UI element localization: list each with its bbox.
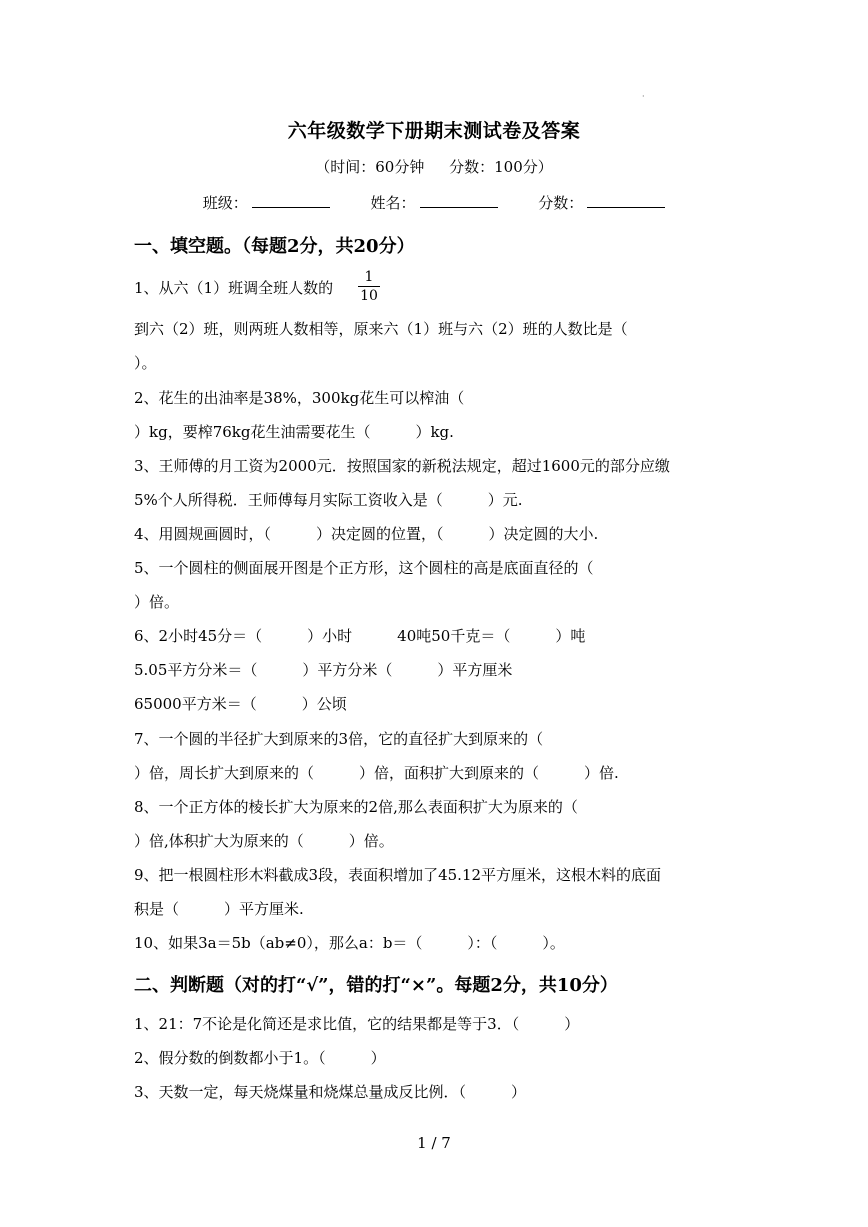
time-label: （时间：60分钟 bbox=[315, 158, 425, 176]
name-blank[interactable] bbox=[420, 193, 498, 208]
name-field: 姓名： bbox=[370, 192, 497, 213]
student-info-row bbox=[0, 192, 868, 213]
page-number: 1 / 7 bbox=[417, 1134, 451, 1152]
question-line: 积是（ ）平方厘米. bbox=[134, 900, 304, 918]
question-line: 9、把一根圆柱形木料截成3段，表面积增加了45.12平方厘米，这根木料的底面 bbox=[134, 866, 662, 884]
question-line: 5.05平方分米＝（ ）平方分米（ ）平方厘米 bbox=[134, 661, 513, 679]
question-line: 10、如果3a＝5b（ab≠0），那么a：b＝（ ）：（ ）。 bbox=[134, 934, 565, 952]
question-line: 到六（2）班，则两班人数相等，原来六（1）班与六（2）班的人数比是（ bbox=[134, 320, 628, 338]
question-line: 2、花生的出油率是38%，300kg花生可以榨油（ bbox=[134, 389, 465, 407]
score-total-label: 分数：100分） bbox=[449, 158, 553, 176]
question-line: ）。 bbox=[134, 354, 157, 372]
fraction-denominator: 10 bbox=[360, 288, 378, 304]
section1-heading: 一、填空题。（每题2分，共20分） bbox=[134, 236, 415, 257]
question-line: 5%个人所得税．王师傅每月实际工资收入是（ ）元. bbox=[134, 491, 523, 509]
question-line: 3、王师傅的月工资为2000元．按照国家的新税法规定，超过1600元的部分应缴 bbox=[134, 457, 670, 475]
question-line: 5、一个圆柱的侧面展开图是个正方形，这个圆柱的高是底面直径的（ bbox=[134, 559, 594, 577]
question-line: ）倍。 bbox=[134, 593, 180, 611]
section2-heading: 二、判断题（对的打“√”，错的打“×”。每题2分，共10分） bbox=[134, 975, 618, 996]
question-line: ）倍，周长扩大到原来的（ ）倍，面积扩大到原来的（ ）倍. bbox=[134, 764, 619, 782]
question-line: ）kg，要榨76kg花生油需要花生（ ）kg. bbox=[134, 423, 454, 441]
score-blank[interactable] bbox=[587, 193, 665, 208]
question-line: 8、一个正方体的棱长扩大为原来的2倍,那么表面积扩大为原来的（ bbox=[134, 798, 578, 816]
fraction-numerator: 1 bbox=[358, 268, 380, 287]
decorative-dot: · bbox=[642, 92, 645, 101]
question-line: ）倍,体积扩大为原来的（ ）倍。 bbox=[134, 832, 394, 850]
class-field: 班级： bbox=[203, 192, 330, 213]
question-line: 2、假分数的倒数都小于1。（ ） bbox=[134, 1049, 386, 1067]
question-line: 1、从六（1）班调全班人数的 bbox=[134, 279, 334, 297]
fraction bbox=[358, 268, 380, 305]
question-line: 6、2小时45分＝（ ）小时 40吨50千克＝（ ）吨 bbox=[134, 627, 586, 645]
question-line: 1、21：7不论是化简还是求比值，它的结果都是等于3．（ ） bbox=[134, 1015, 580, 1033]
question-line: 4、用圆规画圆时，（ ）决定圆的位置，（ ）决定圆的大小. bbox=[134, 525, 599, 543]
question-line: 7、一个圆的半径扩大到原来的3倍，它的直径扩大到原来的（ bbox=[134, 730, 544, 748]
question-line: 3、天数一定，每天烧煤量和烧煤总量成反比例．（ ） bbox=[134, 1083, 527, 1101]
page-title: 六年级数学下册期末测试卷及答案 bbox=[287, 120, 581, 142]
class-blank[interactable] bbox=[252, 193, 330, 208]
exam-subtitle bbox=[0, 156, 868, 177]
question-line: 65000平方米＝（ ）公顷 bbox=[134, 695, 347, 713]
score-field: 分数： bbox=[538, 192, 665, 213]
